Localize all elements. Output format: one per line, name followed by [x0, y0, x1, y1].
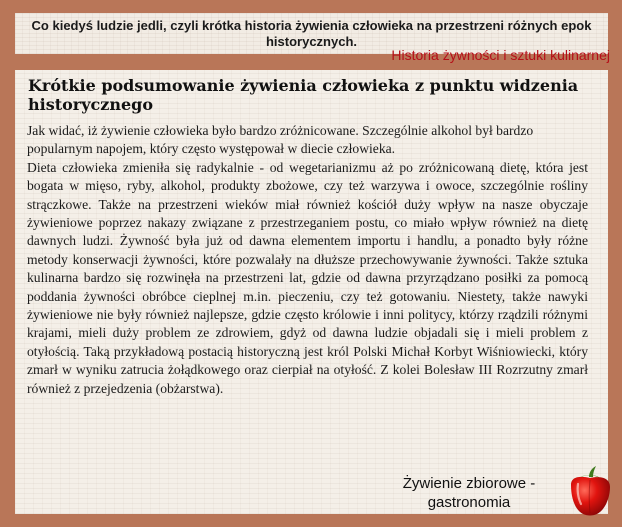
article-paragraph: Jak widać, iż żywienie człowieka było bardzo zróżnicowane. Szczególnie alkohol był bardzo popularnym napojem, który często występował w diecie człowieka. [27, 123, 534, 157]
section-link[interactable]: Historia żywności i sztuki kulinarnej [391, 47, 610, 63]
article-body [27, 122, 588, 398]
article-title: Krótkie podsumowanie żywienia człowieka z punktu widzenia historycznego [28, 76, 579, 114]
red-pepper-icon[interactable] [565, 463, 615, 518]
next-page-link[interactable]: Żywienie zbiorowe - gastronomia [402, 475, 536, 511]
page-title: Co kiedyś ludzie jedli, czyli krótka historia żywienia człowieka na przestrzeni różnych epok historycznych. [31, 18, 592, 49]
article-paragraph: Dieta człowieka zmieniła się radykalnie - od wegetarianizmu aż po zróżnicowaną dietę, która jest bogata w mięso, ryby, alkohol, produkty zbożowe, czy też warzywa i owoce, szczególnie rośliny strączkowe. Także na przestrzeni wieków miał również kościół duży wpływ na nasze obyczaje żywieniowe poprzez nakazy związane z przestrzeganiem postu, co miało wpływ również na dietę dawnych ludzi. Żywność była już od dawna elementem importu i handlu, a ponadto były różne metody konserwacji żywności, które pozwalały na dłuższe przechowywanie żywności. Także sztuka kulinarna bardzo się rozwinęła na przestrzeni lat, gdzie od dawna przyrządzano posiłki za pomocą poddania żywności obróbce cieplnej m.in. pieczeniu, czy też gotowaniu. Niestety, także nawyki żywieniowe nie były również najlepsze, gdzie często królowie i inni politycy, którzy rządzili różnymi krajami, mieli duży problem ze zdrowiem, gdyż od dawna ludzie objadali się i mieli problem z otyłością. Taką przykładową postacią historyczną jest król Polski Michał Korbyt Wiśniowiecki, który zmarł w wyniku zatrucia żołądkowego oraz cierpiał na otyłość. Z kolei Bolesław III Rozrzutny zmarł również z przejedzenia (obżarstwa). [27, 159, 588, 396]
